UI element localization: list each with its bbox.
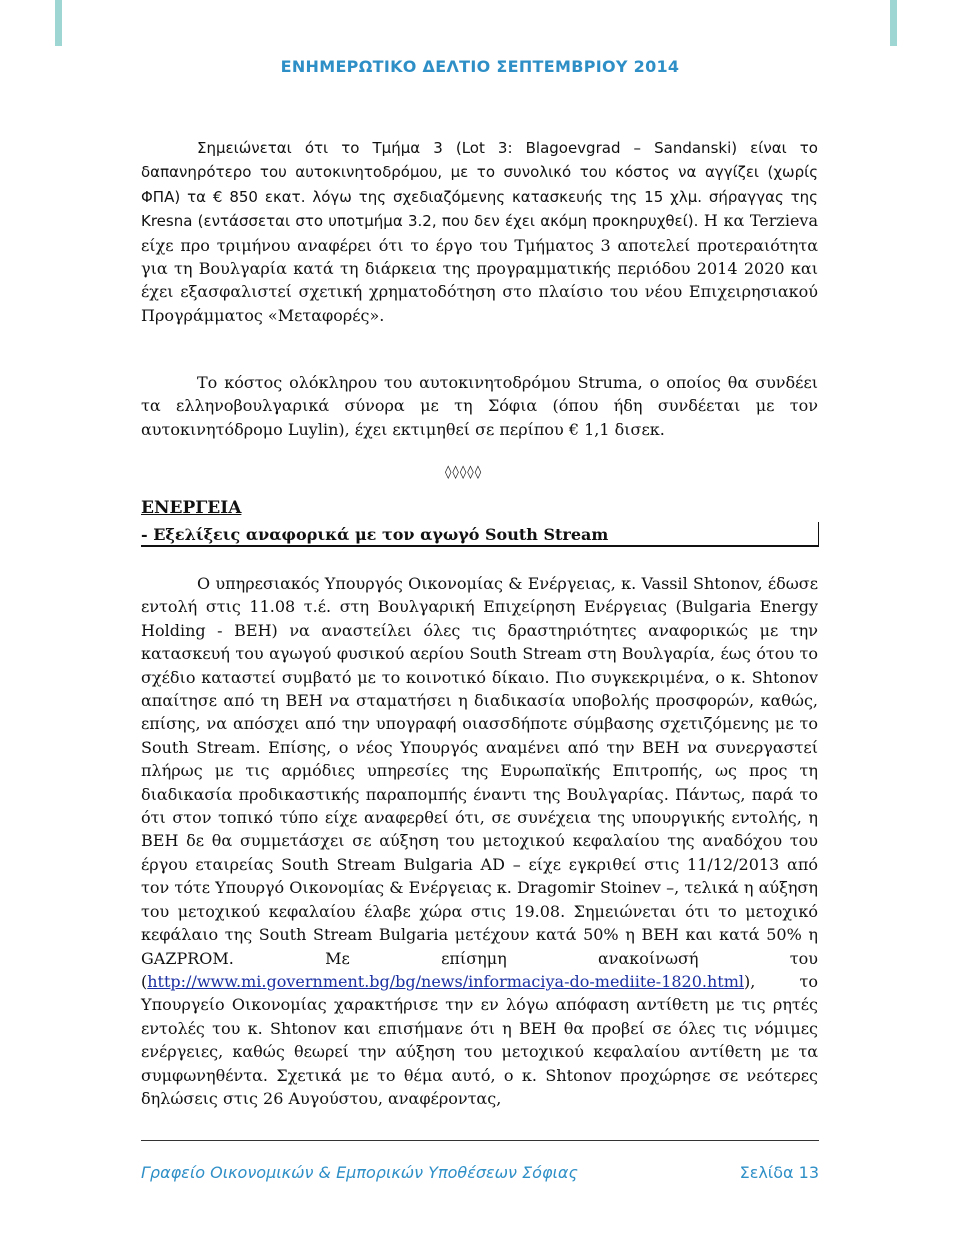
- footer-office-name: Γραφείο Οικονομικών & Εμπορικών Υποθέσεων Σόφιας: [141, 1163, 578, 1182]
- paragraph-struma-cost-text: Το κόστος ολόκληρου του αυτοκινητοδρόμου Struma, ο οποίος θα συνδέει τα ελληνοβουλγαρικά σύνορα με τη Σόφια (όπου ήδη συνδέεται με τον αυτοκινητόδρομο Luylin), έχει εκτιμηθεί σε περίπου € 1,1 δισεκ.: [141, 373, 818, 439]
- section-subtitle: - Εξελίξεις αναφορικά με τον αγωγό South Stream: [141, 525, 609, 544]
- paragraph-south-stream-part2: ), το Υπουργείο Οικονομίας χαρακτήρισε την εν λόγω απόφαση αντίθετη με τις ρητές εντολές του κ. Shtonov και επισήμανε ότι η BEH θα προβεί σε όλες τις νόμιμες ενέργειες, καθώς θεωρεί την αύξηση του μετοχικού κεφαλαίου αντίθετη με τα συμφωνηθέντα. Σχετικά με το θέμα αυτό, ο κ. Shtonov προχώρησε σε νεότερες δηλώσεις στις 26 Αυγούστου, αναφέροντας,: [141, 971, 818, 1108]
- paragraph-south-stream-part1: Ο υπηρεσιακός Υπουργός Οικονομίας & Ενέργειας, κ. Vassil Shtonov, έδωσε εντολή στις 11.08 τ.έ. στη Βουλγαρική Επιχείρηση Ενέργειας (Bulgaria Energy Holding - BEH) να αναστείλει όλες τις δραστηριότητες αναφορικώς με την κατασκευή του αγωγού φυσικού αερίου South Stream στη Βουλγαρία, έως ότου το σχέδιο καταστεί συμβατό με το κοινοτικό δίκαιο. Πιο συγκεκριμένα, ο κ. Shtonov απαίτησε από τη BEH να σταματήσει η διαδικασία υποβολής προσφορών, καθώς, επίσης, να απόσχει από την υπογραφή οιασσδήποτε σύμβασης σχετιζόμενης με το South Stream. Επίσης, ο νέος Υπουργός αναμένει από την BEH να συνεργαστεί πλήρως με τις αρμόδιες υπηρεσίες της Ευρωπαϊκής Επιτροπής, ως προς τη διαδικασία προδικαστικής παραπομπής έναντι της Βουλγαρίας. Πάντως, παρά το ότι στον τοπικό τύπο είχε αναφερθεί ότι, σε συνέχεια της υπουργικής εντολής, η BEH δε θα συμμετάσχει σε αύξηση του μετοχικού κεφαλαίου της αναδόχου του έργου εταιρείας South Stream Bulgaria AD – είχε εγκριθεί στις 11/12/2013 από τον τότε Υπουργό Οικονομίας & Ενέργειας κ. Dragomir Stoinev –, τελικά η αύξηση του μετοχικού κεφαλαίου έλαβε χώρα στις 19.08. Σημειώνεται ότι το μετοχικό κεφάλαιο της South Stream Bulgaria μετέχουν κατά 50% η BEH και κατά 50% η GAZPROM. Με επίσημη ανακοίνωσή του (: [141, 574, 818, 991]
- header-decoration-left: [55, 0, 62, 46]
- paragraph-lot3-cost-part1: Σημειώνεται ότι το Τμήμα 3 (Lot 3: Blagoevgrad – Sandanski) είναι το δαπανηρότερο του αυτοκινητοδρόμου, με το συνολικό του κόστος να αγγίζει (χωρίς ΦΠΑ) τα € 850 εκατ. λόγω της σχεδιαζόμενης κατασκευής της 15 χλμ. σήραγγας της Kresna (εντάσσεται στο υποτμήμα 3.2, που δεν έχει ακόμη προκηρυχθεί).: [141, 139, 818, 231]
- paragraph-south-stream: [141, 572, 818, 1110]
- footer-divider: [141, 1140, 819, 1141]
- paragraph-struma-cost: [141, 371, 818, 441]
- section-separator: ◊◊◊◊◊: [445, 465, 483, 480]
- ministry-announcement-link[interactable]: http://www.mi.government.bg/bg/news/informaciya-do-mediite-1820.html: [147, 971, 745, 991]
- section-title-energy: ΕΝΕΡΓΕΙΑ: [141, 498, 242, 518]
- page-header-title: ΕΝΗΜΕΡΩΤΙΚΟ ΔΕΛΤΙΟ ΣΕΠΤΕΜΒΡΙΟΥ 2014: [280, 57, 680, 76]
- footer-page-number: Σελίδα 13: [739, 1163, 819, 1182]
- header-decoration-right: [890, 0, 897, 46]
- paragraph-lot3-cost: [141, 136, 818, 327]
- paragraph-lot3-cost-part2: Η κα Terzieva είχε προ τριμήνου αναφέρει ότι το έργο του Τμήματος 3 αποτελεί προτεραιότητα για τη Βουλγαρία κατά τη διάρκεια της προγραμματικής περιόδου 2014 2020 και έχει εξασφαλιστεί σχετική χρηματοδότηση στο πλαίσιο του νέου Επιχειρησιακού Προγράμματος «Μεταφορές».: [141, 211, 819, 325]
